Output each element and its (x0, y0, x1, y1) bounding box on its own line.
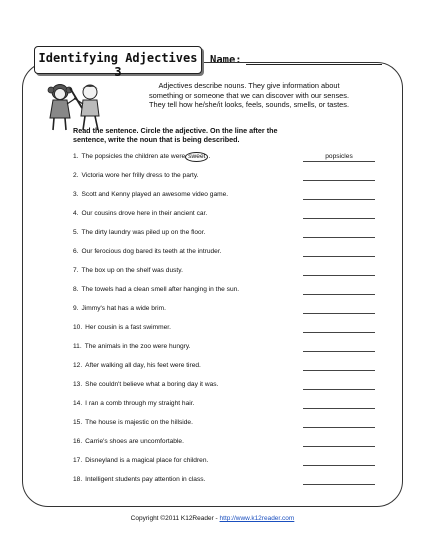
footer-link[interactable]: http://www.k12reader.com (219, 515, 295, 522)
question-text-end: . (208, 153, 211, 160)
answer-line[interactable] (303, 247, 375, 257)
question-row (73, 266, 301, 276)
question-text: Our ferocious dog bared its teeth at the intruder. (81, 248, 222, 255)
question-text: The box up on the shelf was dusty. (81, 267, 183, 274)
question-row (73, 399, 301, 409)
answer-line[interactable] (303, 304, 375, 314)
answer-line[interactable] (303, 361, 375, 371)
circled-adjective: sweet (185, 152, 208, 162)
question-number: 7. (73, 267, 79, 274)
question-row (73, 323, 301, 333)
question-row (73, 475, 301, 485)
question-number: 12. (73, 362, 83, 369)
question-number: 2. (73, 172, 79, 179)
question-number: 5. (73, 229, 79, 236)
question-text: Disneyland is a magical place for children. (85, 457, 209, 464)
answer-line-example[interactable]: popsicles (303, 152, 375, 162)
question-row (73, 361, 301, 371)
question-text: Her cousin is a fast swimmer. (85, 324, 171, 331)
question-row (73, 304, 301, 314)
question-row (73, 456, 301, 466)
question-text: The house is majestic on the hillside. (85, 419, 193, 426)
footer (0, 515, 425, 522)
question-text: Scott and Kenny played an awesome video game. (81, 191, 229, 198)
answer-line[interactable] (303, 209, 375, 219)
answer-line[interactable] (303, 171, 375, 181)
question-text: Victoria wore her frilly dress to the party. (81, 172, 199, 179)
copyright-text: Copyright ©2011 K12Reader - (130, 515, 220, 522)
question-text: Jimmy's hat has a wide brim. (81, 305, 166, 312)
answer-line[interactable] (303, 266, 375, 276)
answer-line[interactable] (303, 342, 375, 352)
question-number: 1. (73, 153, 79, 160)
answer-line[interactable] (303, 437, 375, 447)
question-text: The popsicles the children ate were (81, 153, 186, 160)
question-text: She couldn't believe what a boring day it was. (85, 381, 219, 388)
question-row (73, 437, 301, 447)
answer-line[interactable] (303, 399, 375, 409)
intro-line: They tell how he/she/it looks, feels, sounds, smells, or tastes. (148, 100, 350, 110)
question-text: The dirty laundry was piled up on the floor. (81, 229, 206, 236)
question-row (73, 285, 301, 295)
question-text: I ran a comb through my straight hair. (85, 400, 195, 407)
question-number: 16. (73, 438, 83, 445)
question-text: The animals in the zoo were hungry. (84, 343, 191, 350)
question-row (73, 418, 301, 428)
intro-paragraph (114, 81, 384, 110)
question-number: 15. (73, 419, 83, 426)
answer-line[interactable] (303, 380, 375, 390)
answer-line[interactable] (303, 190, 375, 200)
question-number: 17. (73, 457, 83, 464)
instructions-line: Read the sentence. Circle the adjective. On the line after the (73, 126, 278, 135)
question-number: 4. (73, 210, 79, 217)
question-number: 18. (73, 476, 83, 483)
question-number: 3. (73, 191, 79, 198)
intro-line: something or someone that we can discover with our senses. (148, 90, 350, 100)
question-row (73, 247, 301, 257)
question-number: 11. (73, 343, 82, 350)
question-number: 9. (73, 305, 79, 312)
question-number: 10. (73, 324, 83, 331)
question-text: Carrie's shoes are uncomfortable. (85, 438, 184, 445)
instructions (73, 126, 383, 145)
intro-line: Adjectives describe nouns. They give information about (158, 81, 340, 90)
question-number: 14. (73, 400, 83, 407)
answer-line[interactable] (303, 323, 375, 333)
answer-line[interactable] (303, 456, 375, 466)
question-text: Our cousins drove here in their ancient car. (81, 210, 208, 217)
question-number: 6. (73, 248, 79, 255)
instructions-line: sentence, write the noun that is being described. (73, 135, 240, 145)
worksheet-title: Identifying Adjectives 3 (38, 51, 198, 79)
question-row (73, 342, 301, 352)
question-row-example (73, 152, 301, 162)
worksheet-title-box (34, 46, 202, 79)
question-row (73, 209, 301, 219)
question-text: The towels had a clean smell after hanging in the sun. (81, 286, 240, 293)
name-label: Name: (210, 54, 242, 66)
answer-line[interactable] (303, 285, 375, 295)
question-number: 13. (73, 381, 83, 388)
question-text: After walking all day, his feet were tired. (85, 362, 201, 369)
question-text: Intelligent students pay attention in class. (85, 476, 206, 483)
answer-line[interactable] (303, 228, 375, 238)
answer-line[interactable] (303, 475, 375, 485)
answer-line[interactable] (303, 418, 375, 428)
question-row (73, 190, 301, 200)
question-row (73, 228, 301, 238)
question-row (73, 171, 301, 181)
question-row (73, 380, 301, 390)
question-number: 8. (73, 286, 79, 293)
